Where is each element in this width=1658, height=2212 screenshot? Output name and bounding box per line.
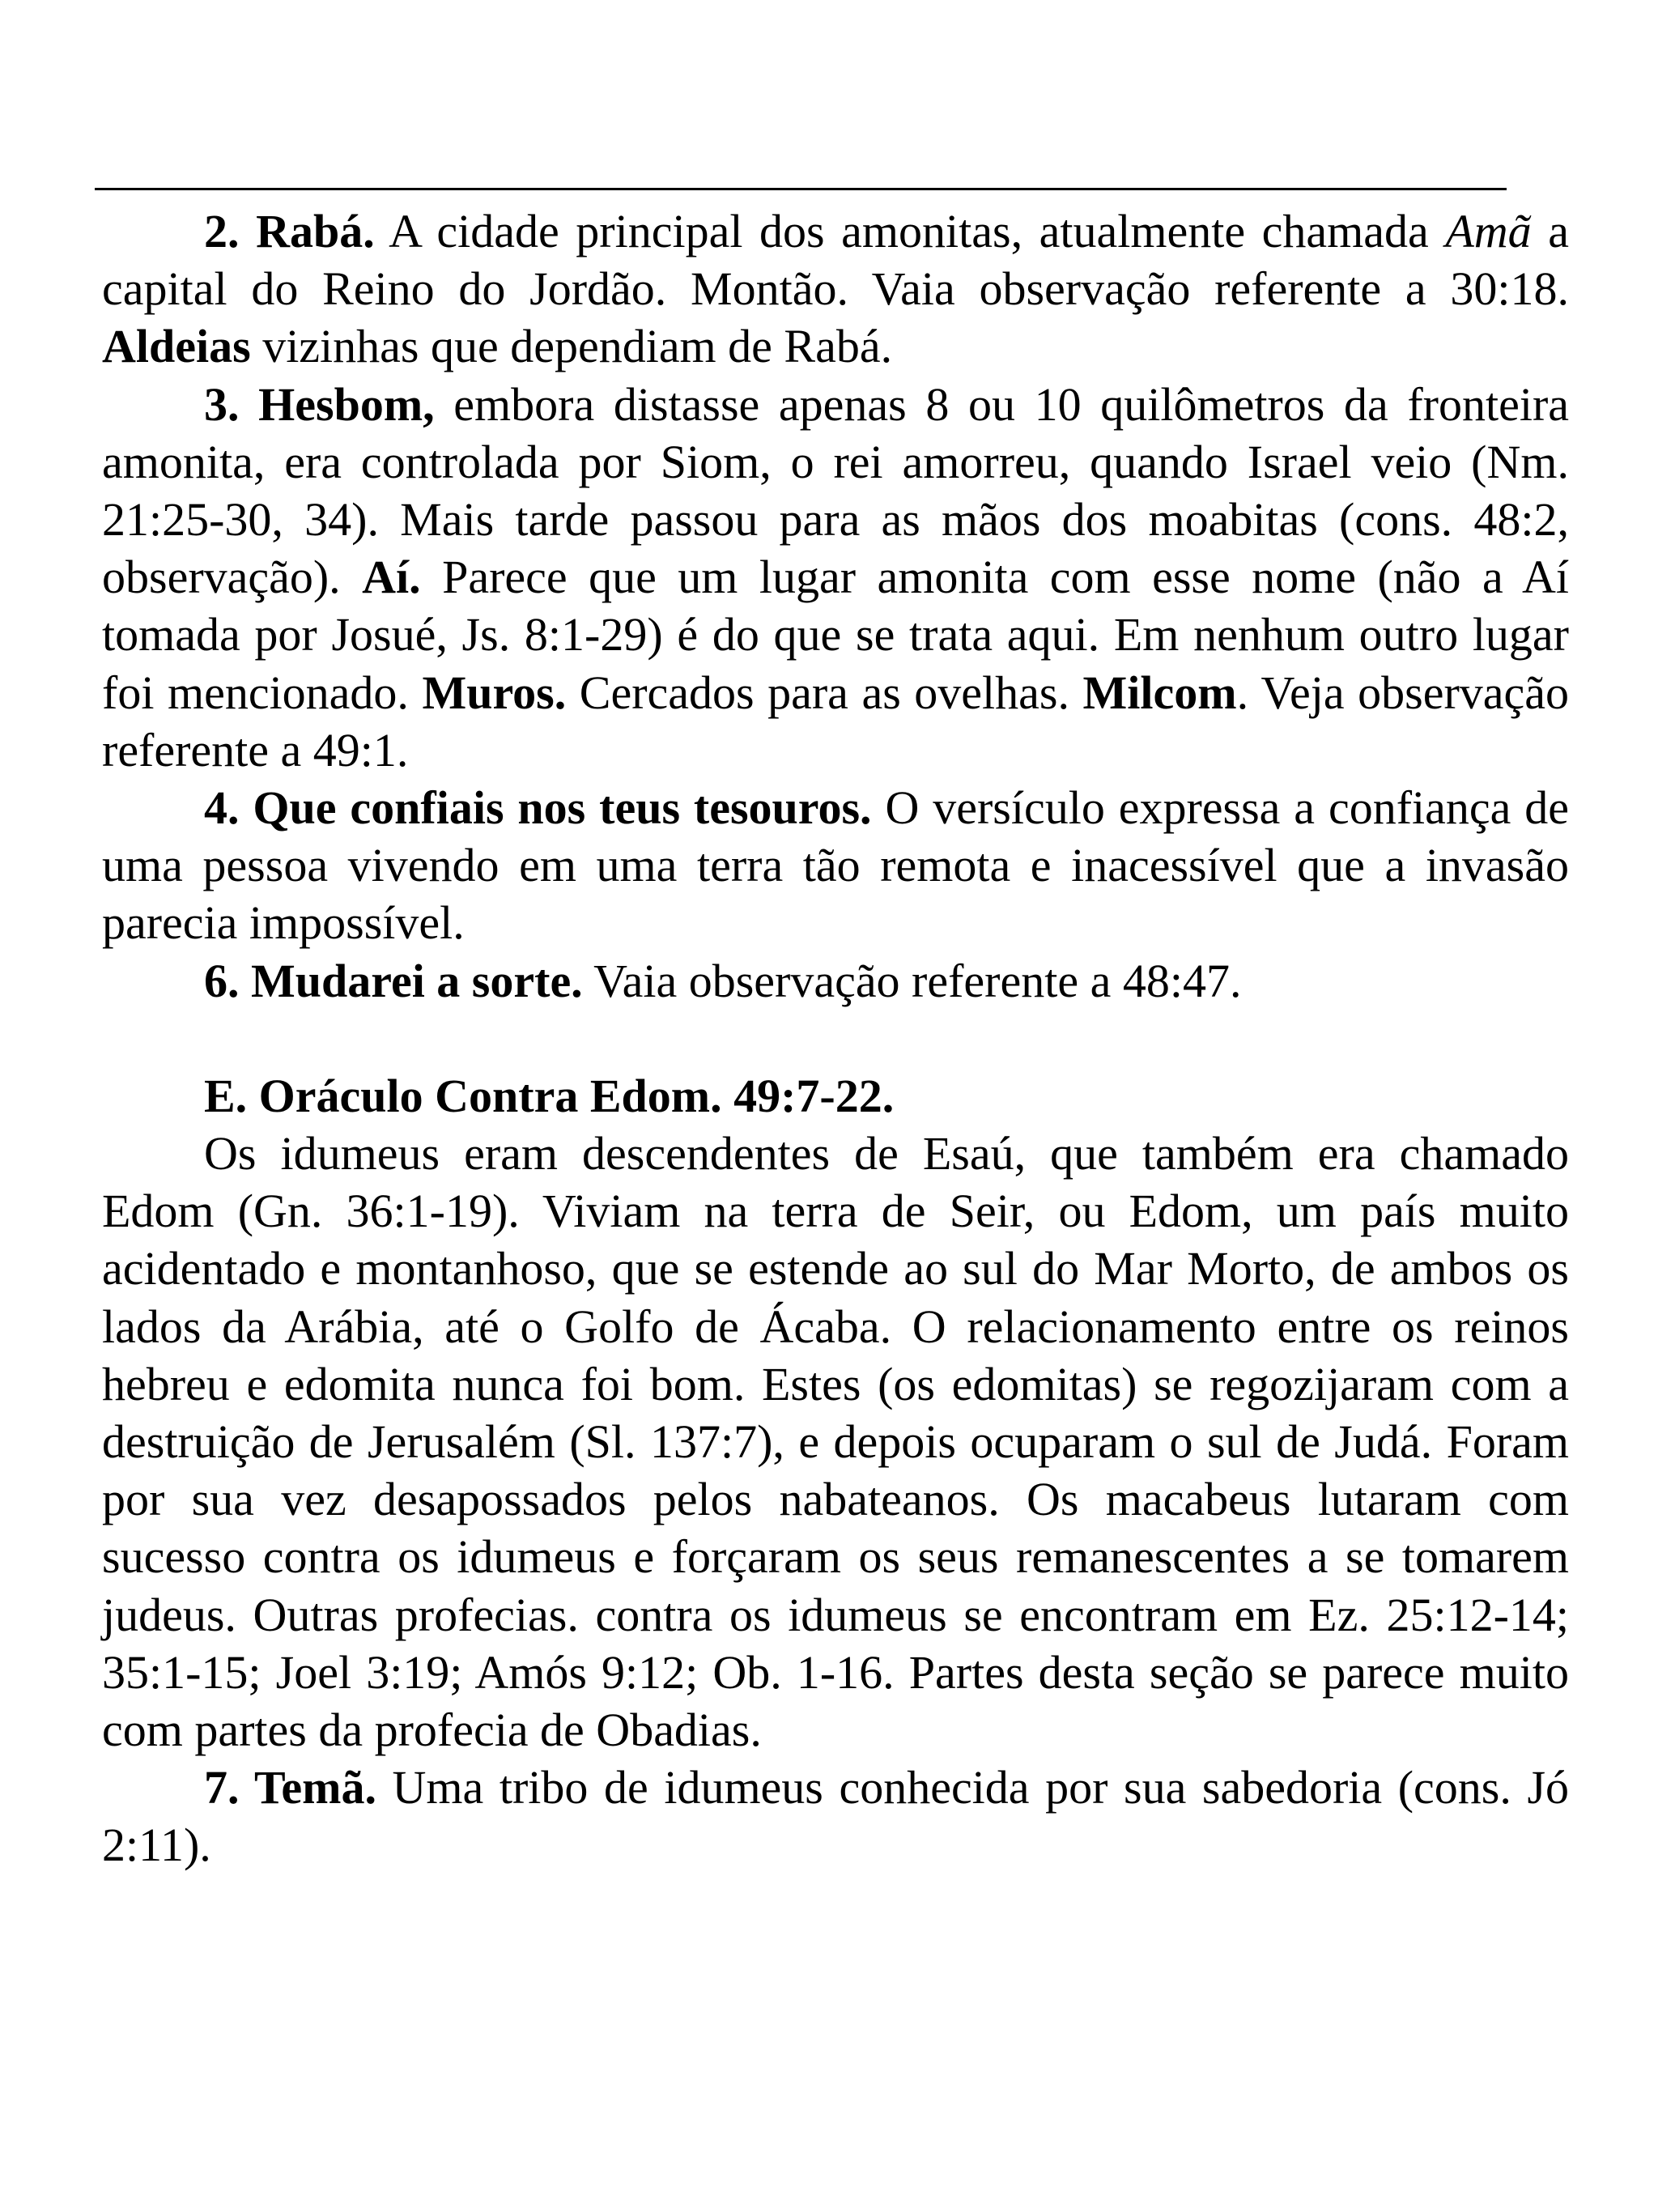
term-muros: Muros. — [422, 666, 567, 719]
text-run: Uma tribo de idumeus conhecida por sua sabedoria (cons. Jó 2:11). — [102, 1761, 1570, 1872]
text-run: Vaia observação referente a 48:47. — [582, 954, 1242, 1007]
text-run: vizinhas que dependiam de Rabá. — [250, 320, 893, 373]
text-run: a capital do Reino do Jordão. Montão. Vaia observação referente a 30:18. — [102, 205, 1569, 316]
paragraph-tesouros — [102, 779, 1569, 952]
text-run: O versículo expressa a confiança de uma pessoa vivendo em uma terra tão remota e inacessível que a invasão parecia impossível. — [102, 781, 1569, 950]
term-aldeias: Aldeias — [102, 320, 251, 373]
term-hesbom: 3. Hesbom, — [204, 377, 435, 431]
term-ama: Amã — [1445, 205, 1532, 257]
body-text — [102, 202, 1569, 1874]
paragraph-raba — [102, 202, 1569, 376]
text-run: embora distasse apenas 8 ou 10 quilômetros da fronteira amonita, era controlada por Siom, o rei amorreu, quando Israel veio (Nm. 21:25-30, 34). Mais tarde passou para as mãos dos moabitas (cons. 48:2, observação). — [102, 377, 1569, 604]
heading-text: E. Oráculo Contra Edom. 49:7-22. — [204, 1069, 895, 1122]
term-raba: 2. Rabá. — [204, 205, 375, 257]
term-ai: Aí. — [362, 551, 421, 604]
paragraph-hesbom — [102, 376, 1569, 779]
term-milcom: Milcom — [1082, 666, 1237, 719]
text-run: Cercados para as ovelhas. — [566, 666, 1083, 719]
top-rule — [95, 188, 1507, 190]
term-que-confiais: 4. Que confiais nos teus tesouros. — [204, 781, 872, 835]
section-spacer — [102, 1010, 1569, 1067]
section-heading — [102, 1067, 1569, 1125]
text-run: A cidade principal dos amonitas, atualmente chamada — [374, 205, 1446, 257]
paragraph-mudarei — [102, 952, 1569, 1010]
paragraph-idumeus: Os idumeus eram descendentes de Esaú, que também era chamado Edom (Gn. 36:1-19). Viviam na terra de Seir, ou Edom, um país muito acidentado e montanhoso, que se estende ao sul do Mar Morto, de ambos os lados da Arábia, até o Golfo de Ácaba. O relacionamento entre os reinos hebreu e edomita nunca foi bom. Estes (os edomitas) se regozijaram com a destruição de Jerusalém (Sl. 137:7), e depois ocuparam o sul de Judá. Foram por sua vez desapossados pelos nabateanos. Os macabeus lutaram com sucesso contra os idumeus e forçaram os seus remanescentes a se tomarem judeus. Outras profecias. contra os idumeus se encontram em Ez. 25:12-14; 35:1-15; Joel 3:19; Amós 9:12; Ob. 1-16. Partes desta seção se parece muito com partes da profecia de Obadias. — [102, 1127, 1569, 1757]
text-run: . Veja observação referente a 49:1. — [102, 666, 1570, 776]
term-mudarei: 6. Mudarei a sorte. — [204, 954, 583, 1007]
paragraph-tema — [102, 1759, 1569, 1874]
text-run: Parece que um lugar amonita com esse nome (não a Aí tomada por Josué, Js. 8:1-29) é do que se trata aqui. Em nenhum outro lugar foi mencionado. — [102, 551, 1569, 719]
term-tema: 7. Temã. — [204, 1761, 376, 1814]
